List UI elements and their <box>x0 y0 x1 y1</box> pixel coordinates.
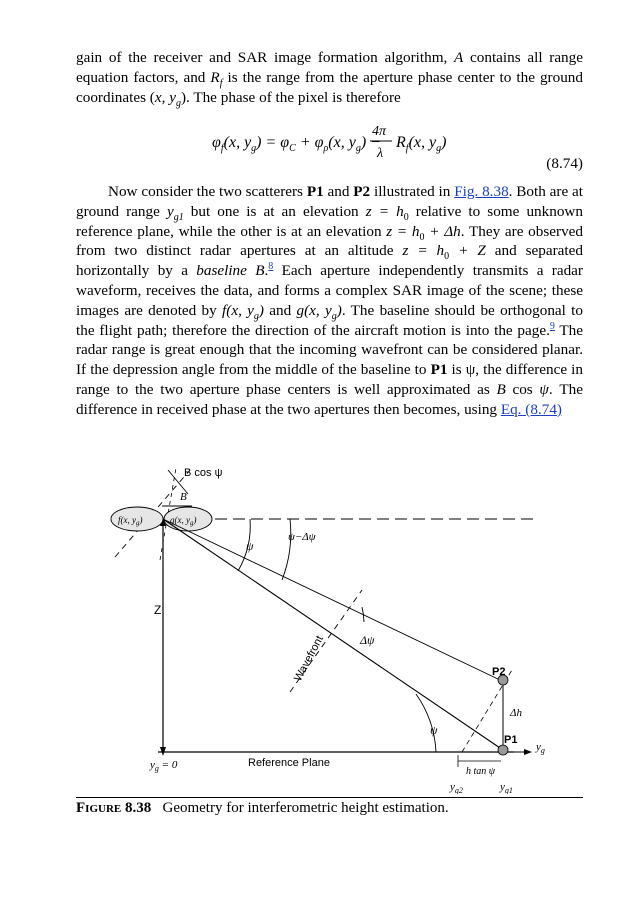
label-delta-psi: Δψ <box>360 633 375 647</box>
text-run: relative to some unknown reference plane, while the other is at an elevation <box>76 202 583 240</box>
label-P2: P2 <box>353 183 371 200</box>
text-run: . The baseline should be orthogonal to the flight path; therefore the direction of the aircraft motion is into the page. <box>76 301 583 339</box>
math-sub: 0 <box>403 211 409 223</box>
label-yg2: $y_{g2}$ <box>450 781 463 794</box>
caption-rule <box>76 797 583 798</box>
math-sub: 0 <box>419 231 425 243</box>
caption-number: 8.38 <box>124 800 152 816</box>
math: z = h <box>365 202 404 220</box>
label-Z: Z <box>154 603 162 617</box>
math-sub: g <box>331 310 337 322</box>
label-yg-axis: $y_g$ <box>536 741 545 755</box>
text-run: and <box>323 183 354 200</box>
math: ) <box>258 301 264 319</box>
label-psi-bottom: ψ <box>430 723 438 737</box>
point-P1 <box>498 745 508 755</box>
caption-figure-word: Figure <box>76 800 122 816</box>
eq-frac-num: 4π <box>372 124 387 139</box>
psi-minus-arc <box>282 519 291 580</box>
footnote-9-link[interactable]: 9 <box>549 320 555 332</box>
math-R: R <box>210 68 220 86</box>
label-P2: P2 <box>492 666 506 678</box>
label-reference-plane: Reference Plane <box>248 757 330 769</box>
eq-lhs: $\varphi_f(x$, $y_g) = \varphi_C + \varphi_\rho(x$, $y_g$) − <box>212 134 381 154</box>
math: z = h <box>386 222 420 240</box>
label-P1: P1 <box>306 183 324 200</box>
ray-to-P2 <box>163 519 500 680</box>
math-sub: g <box>253 310 259 322</box>
math: ) <box>336 301 342 319</box>
figure-link[interactable]: Fig. 8.38 <box>454 183 509 200</box>
label-yg1: $y_{g1}$ <box>500 781 513 794</box>
paragraph-body <box>76 182 583 420</box>
label-f-image: f(x, $y_g$) <box>118 515 143 527</box>
text-run: . They are observed from two distinct radar apertures at an altitude <box>76 222 584 260</box>
math: B <box>496 380 506 398</box>
math-sub: 0 <box>444 251 450 263</box>
math: z = h <box>402 242 445 260</box>
footnote-8-link[interactable]: 8 <box>268 261 274 273</box>
label-htan-psi: h tan ψ <box>466 766 495 777</box>
math-sub: g <box>175 97 181 109</box>
term-baseline: baseline B <box>196 262 265 280</box>
text-run: contains all range equation factors, and <box>76 49 583 86</box>
text-run: . <box>264 262 269 280</box>
label-g-image: g(x, $y_g$) <box>170 515 197 527</box>
text-run: and <box>263 301 297 319</box>
text-run: gain of the receiver and SAR image formation algorithm, <box>76 49 455 66</box>
figure-caption <box>76 800 449 817</box>
math-coords: x, y <box>154 88 176 106</box>
text-run: The radar range is great enough that the incoming wavefront can be considered planar. If the depression angle from the middle of the baseline to <box>76 321 584 379</box>
text-run: . Both are at ground range <box>76 183 583 220</box>
math-A: A <box>454 49 464 66</box>
caption-text: Geometry for interferometric height estimation. <box>162 800 449 816</box>
eq-rhs: $R_f(x$, $y_g$) <box>396 134 447 154</box>
math: + Δh <box>424 222 461 240</box>
text-run: ). The phase of the pixel is therefore <box>180 88 401 106</box>
math: + Z <box>449 242 486 260</box>
math: f(x, y <box>222 301 254 319</box>
paragraph-intro <box>76 48 583 107</box>
equation-8-74 <box>200 122 500 162</box>
text-run: but one is at an elevation <box>183 202 366 220</box>
math: g(x, y <box>296 301 332 319</box>
label-B: B <box>180 491 187 503</box>
text-run: cos <box>505 380 540 398</box>
label-psi-minus-dpsi: ψ−Δψ <box>288 531 316 543</box>
math: ψ <box>539 380 549 398</box>
equation-link[interactable]: Eq. (8.74) <box>500 400 562 418</box>
label-delta-h: Δh <box>510 707 522 719</box>
label-P1: P1 <box>430 361 448 379</box>
label-wavefront: Wavefront <box>292 633 326 684</box>
label-yg-zero: $y_g = 0$ <box>150 759 178 773</box>
text-run: and separated horizontally by a <box>76 242 583 280</box>
ray-center-to-P1 <box>163 519 506 750</box>
yg-axis-arrowhead <box>524 749 532 755</box>
text-run: . The difference in received phase at the two apertures then becomes, using <box>76 380 583 418</box>
label-P1: P1 <box>504 734 518 746</box>
text-run: Now consider the two scatterers <box>108 183 307 200</box>
equation-number: (8.74) <box>546 155 583 172</box>
text-run: is the range from the aperture phase center to the ground coordinates ( <box>76 68 583 106</box>
figure-8-38-diagram <box>100 462 560 794</box>
text-run: is ψ, the difference in range to the two aperture phase centers is well approximated as <box>76 361 583 398</box>
text-run: Each aperture independently transmits a radar waveform, receives the data, and forms a complex SAR image of the scene; these images are denoted by <box>76 262 583 319</box>
eq-frac-den: λ <box>377 146 384 161</box>
label-psi-top: ψ <box>246 539 254 553</box>
math-sub: g1 <box>173 211 184 223</box>
math: y <box>166 202 174 220</box>
label-bcos: B cos ψ <box>184 467 223 479</box>
text-run: illustrated in <box>370 183 455 200</box>
math-sub: f <box>219 77 223 89</box>
